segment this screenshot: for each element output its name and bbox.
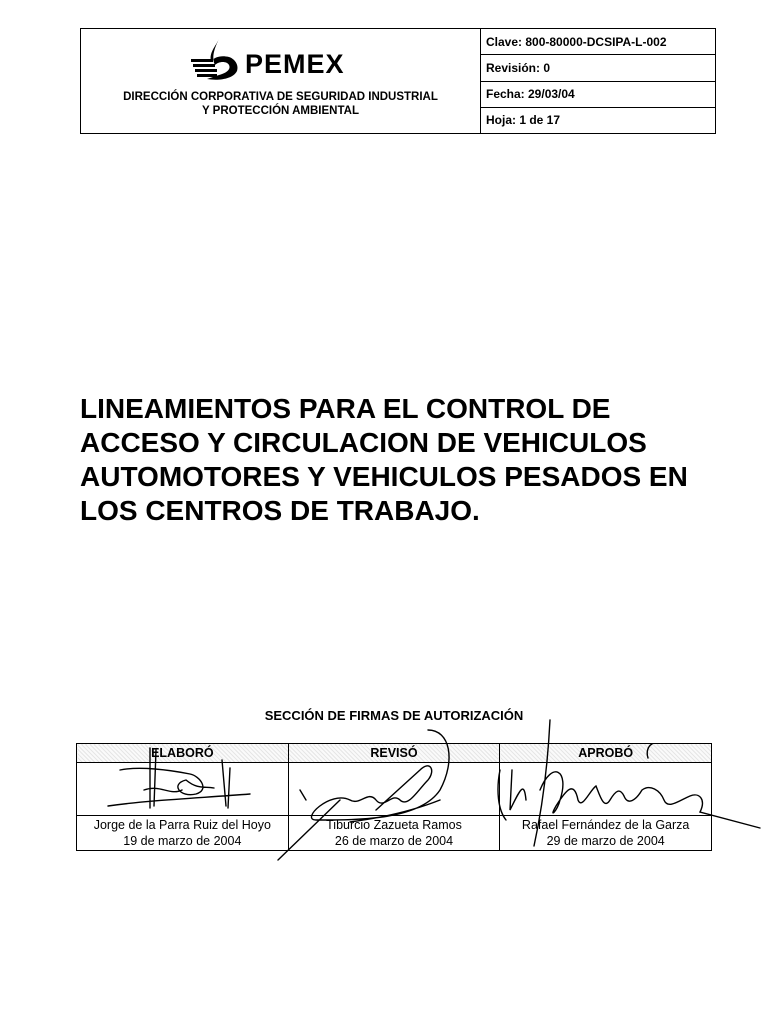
signer-name: Jorge de la Parra Ruiz del Hoyo [93, 818, 271, 832]
hoja-field: Hoja: 1 de 17 [486, 113, 561, 128]
document-title [80, 392, 708, 528]
signatures-heading: SECCIÓN DE FIRMAS DE AUTORIZACIÓN [264, 708, 524, 723]
role-aprobo: APROBÓ [500, 744, 712, 763]
signature-cell-aprobo [500, 763, 712, 816]
signer-date: 19 de marzo de 2004 [123, 834, 242, 848]
revision-field: Revisión: 0 [481, 55, 715, 81]
clave-field: Clave: 800-80000-DCSIPA-L-002 [481, 29, 715, 55]
department-line-1: DIRECCIÓN CORPORATIVA DE SEGURIDAD INDUSTRIAL [123, 91, 438, 103]
document-header [80, 28, 716, 134]
role-elaboro: ELABORÓ [77, 744, 289, 763]
title-line-4: LOS CENTROS DE TRABAJO. [80, 495, 480, 526]
signatures-table [76, 743, 712, 851]
signer-elaboro [77, 816, 289, 851]
title-line-2: ACCESO Y CIRCULACION DE VEHICULOS [80, 427, 647, 458]
signer-name: Rafael Fernández de la Garza [521, 818, 690, 832]
logo-text: PEMEX [245, 49, 345, 79]
title-line-1: LINEAMIENTOS PARA EL CONTROL DE [80, 393, 611, 424]
signer-date: 29 de marzo de 2004 [546, 834, 665, 848]
signer-aprobo [500, 816, 712, 851]
header-organization [81, 29, 481, 133]
signature-cell-reviso [288, 763, 500, 816]
signer-date: 26 de marzo de 2004 [334, 834, 454, 848]
signer-name: Tiburcio Zazueta Ramos [326, 818, 462, 832]
pemex-eagle-icon [189, 37, 243, 83]
signer-reviso [288, 816, 500, 851]
fecha-field: Fecha: 29/03/04 [481, 82, 715, 108]
department-name [81, 90, 480, 118]
title-line-3: AUTOMOTORES Y VEHICULOS PESADOS EN [80, 461, 688, 492]
header-metadata [481, 29, 715, 133]
pemex-logo [189, 37, 369, 83]
signature-cell-elaboro [77, 763, 289, 816]
department-line-2: Y PROTECCIÓN AMBIENTAL [202, 105, 359, 117]
role-reviso: REVISÓ [288, 744, 500, 763]
